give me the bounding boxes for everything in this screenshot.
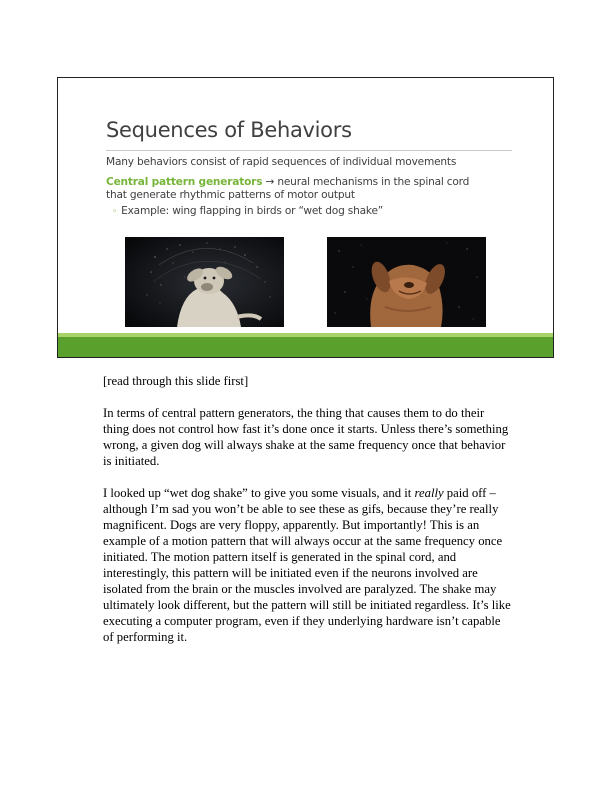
slide-intro-text: Many behaviors consist of rapid sequences of individual movements	[106, 156, 457, 168]
notes-p3-emphasis: really	[414, 486, 444, 500]
speaker-notes	[103, 373, 513, 661]
slide-title: Sequences of Behaviors	[106, 118, 352, 142]
definition-text: neural mechanisms in the spinal cord that generate rhythmic patterns of motor output	[106, 176, 470, 201]
white-dog-shaking-image	[125, 237, 284, 327]
notes-paragraph-2: In terms of central pattern generators, the thing that causes them to do their thing does not control how fast it’s done once it starts. Unless there’s something wrong, a given dog will always shake at the same frequency once that behavior is initiated.	[103, 406, 509, 468]
bullet-icon: ◦	[112, 207, 118, 217]
slide-thumbnail	[57, 77, 554, 358]
notes-paragraph-1: [read through this slide first]	[103, 374, 249, 388]
notes-p3-part-2: paid off – although I’m sad you won’t be able to see these as gifs, because they’re really magnificent. Dogs are very floppy, apparently. But importantly! This is an example of a motion pattern that will always occur at the same frequency once initiated. The motion pattern itself is generated in the spinal cord, and interestingly, this pattern will be initiated even if the neurons involved are isolated from the brain or the muscles involved are paralyzed. The shake may ultimately look different, but the pattern will still be initiated regardless. It’s like executing a computer program, even if they underlying hardware isn’t capable of performing it.	[103, 486, 511, 644]
arrow-icon: →	[265, 176, 275, 188]
notes-p3-part-1: I looked up “wet dog shake” to give you some visuals, and it	[103, 486, 415, 500]
bullet-text: Example: wing flapping in birds or “wet dog shake”	[121, 205, 384, 217]
white-dog-shaking-illustration	[125, 237, 284, 327]
title-divider	[106, 150, 512, 151]
term-central-pattern-generators: Central pattern generators	[106, 176, 263, 188]
slide-bullet	[112, 205, 383, 219]
notes-paragraph-3	[103, 485, 513, 645]
brown-dog-shaking-image	[327, 237, 486, 327]
slide-definition	[106, 176, 486, 202]
slide-footer-bar	[58, 337, 553, 357]
brown-dog-shaking-illustration	[327, 237, 486, 327]
